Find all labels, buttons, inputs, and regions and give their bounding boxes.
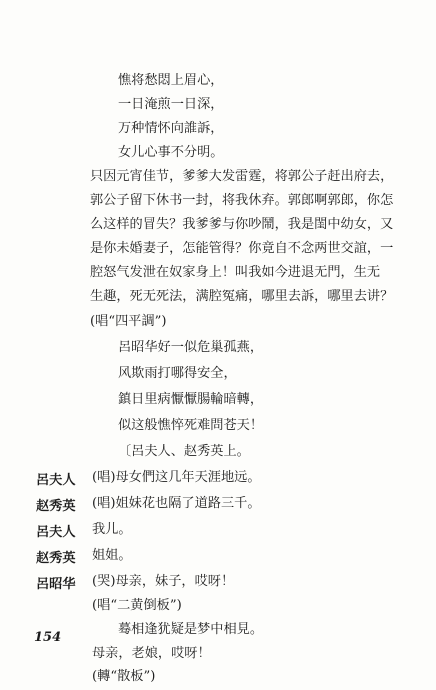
aria-direction: (轉“散板”) <box>92 669 156 684</box>
verse-line: 似这般憔悴死难問苍天！ <box>118 418 264 433</box>
speaker-name: 赵秀英 <box>36 499 76 514</box>
dialogue-text: (哭)母亲，妹子，哎呀！ <box>92 574 235 589</box>
verse-line: 一日淹煎一日深， <box>118 97 224 112</box>
verse-line: 憔将愁悶上眉心， <box>118 73 224 88</box>
speaker-name: 呂夫人 <box>36 473 76 488</box>
stage-direction: 〔呂夫人、赵秀英上。 <box>118 444 250 459</box>
verse-line: 呂昭华好一似危巢孤燕， <box>118 340 264 355</box>
dialogue-text: 我儿。 <box>92 522 132 537</box>
prose-line: 么这样的冒失？我爹爹与你吵鬧，我是閨中幼女，又 <box>90 217 394 232</box>
page-number: 154 <box>34 630 62 645</box>
dialogue-text: 母亲，老娘，哎呀！ <box>92 646 211 661</box>
aria-direction: (唱“四平調”) <box>90 314 167 329</box>
verse-line: 风欺雨打哪得安全， <box>118 366 237 381</box>
prose-line: 只因元宵佳节，爹爹大发雷霆，将郭公子赶出府去， <box>90 169 394 184</box>
verse-line: 鎮日里病懨懨腸輪暗轉， <box>118 392 264 407</box>
dialogue-text: 姐姐。 <box>92 548 132 563</box>
verse-line: 万种情怀向誰訴， <box>118 121 224 136</box>
verse-line: 女儿心事不分明。 <box>118 145 224 160</box>
speaker-name: 赵秀英 <box>36 551 76 566</box>
dialogue-text: (唱)姐妹花也隔了道路三千。 <box>92 496 261 511</box>
prose-line: 是你未婚妻子，怎能管得？你竟自不念两世交誼，一 <box>90 241 394 256</box>
prose-line: 郭公子留下休书一封，将我休弃。郭郎啊郭郎，你怎 <box>90 193 394 208</box>
prose-line: 生趣，死无死法，满腔冤痛，哪里去訴，哪里去讲？ <box>90 289 394 304</box>
speaker-name: 呂夫人 <box>36 525 76 540</box>
verse-line: 蓦相逢犹疑是梦中相見。 <box>118 622 264 637</box>
aria-direction: (唱“二黄倒板”) <box>92 598 182 613</box>
dialogue-text: (唱)母女們这几年天涯地远。 <box>92 470 261 485</box>
prose-line: 腔怒气发泄在奴家身上！叫我如今进退无門，生无 <box>90 265 381 280</box>
speaker-name: 呂昭华 <box>36 577 76 592</box>
